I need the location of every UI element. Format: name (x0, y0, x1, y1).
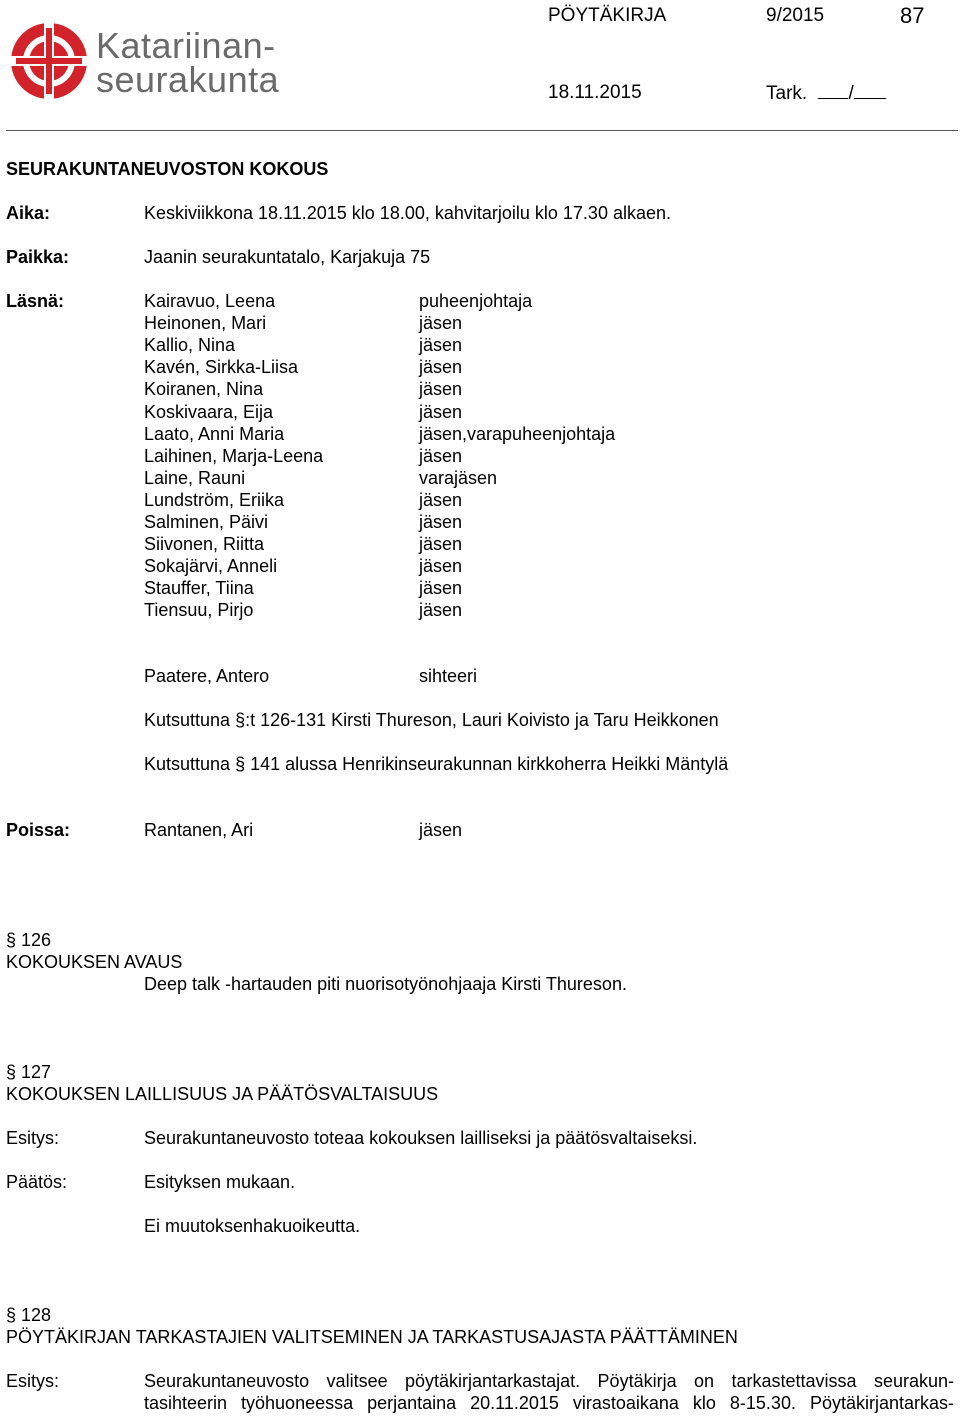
time-value: Keskiviikkona 18.11.2015 klo 18.00, kahvitarjoilu klo 17.30 alkaen. (144, 203, 672, 223)
proposal-line-1: Seurakuntaneuvosto valitsee pöytäkirjantarkastajat. Pöytäkirja on tarkastettavissa seurakun- (144, 1371, 954, 1391)
check-blank-2 (854, 82, 886, 99)
attendee-name: Koskivaara, Eija (144, 402, 274, 422)
logo-text-line1: Katariinan- (96, 25, 276, 66)
time-label: Aika: (6, 203, 51, 223)
header-date: 18.11.2015 (548, 82, 642, 103)
attendee-role: jäsen (419, 578, 463, 598)
place-value: Jaanin seurakuntatalo, Karjakuja 75 (144, 247, 431, 267)
absent-role: jäsen (419, 820, 463, 840)
decision-text: Esityksen mukaan. (144, 1172, 296, 1192)
secretary-role: sihteeri (419, 666, 478, 686)
attendee-name: Heinonen, Mari (144, 313, 267, 333)
check-separator: / (848, 83, 854, 104)
absent-name: Rantanen, Ari (144, 820, 254, 840)
attendee-name: Sokajärvi, Anneli (144, 556, 278, 576)
parish-logo (8, 20, 90, 107)
attendee-name: Kavén, Sirkka-Liisa (144, 357, 299, 377)
attendee-name: Laihinen, Marja-Leena (144, 446, 324, 466)
attendee-name: Tiensuu, Pirjo (144, 600, 254, 620)
attendee-role: jäsen (419, 490, 463, 510)
decision-label: Päätös: (6, 1172, 68, 1192)
attendee-name: Laine, Rauni (144, 468, 246, 488)
attendee-name: Kairavuo, Leena (144, 291, 276, 311)
attendee-role: jäsen,varapuheenjohtaja (419, 424, 616, 444)
proposal-line-2: tasihteerin työhuoneessa perjantaina 20.11.2015 virastoaikana klo 8-15.30. Pöytäkirjantarkas- (144, 1393, 954, 1413)
attendee-role: jäsen (419, 313, 463, 333)
check-label: Tark. (766, 83, 808, 104)
attendee-role: jäsen (419, 446, 463, 466)
attendee-role: jäsen (419, 402, 463, 422)
attendee-role: jäsen (419, 335, 463, 355)
attendee-name: Salminen, Päivi (144, 512, 269, 532)
attendee-name: Lundström, Eriika (144, 490, 285, 510)
attendee-name: Kallio, Nina (144, 335, 236, 355)
place-label: Paikka: (6, 247, 70, 267)
present-label: Läsnä: (6, 291, 65, 311)
check-field (766, 82, 886, 105)
attendee-name: Laato, Anni Maria (144, 424, 285, 444)
attendee-role: puheenjohtaja (419, 291, 533, 311)
page-number: 87 (900, 3, 925, 28)
attendee-role: jäsen (419, 534, 463, 554)
attendee-role: jäsen (419, 512, 463, 532)
doc-type: PÖYTÄKIRJA (548, 5, 667, 26)
cross-emblem-icon (8, 20, 90, 102)
attendee-role: jäsen (419, 357, 463, 377)
doc-number: 9/2015 (766, 5, 825, 26)
attendee-role: jäsen (419, 600, 463, 620)
attendee-name: Koiranen, Nina (144, 379, 264, 399)
check-blank-1 (818, 82, 848, 99)
attendee-role: jäsen (419, 379, 463, 399)
proposal-label: Esitys: (6, 1128, 60, 1148)
logo-text-line2: seurakunta (96, 59, 280, 100)
secretary-name: Paatere, Antero (144, 666, 270, 686)
attendee-role: jäsen (419, 556, 463, 576)
proposal-text: Seurakuntaneuvosto toteaa kokouksen lailliseksi ja päätösvaltaiseksi. (144, 1128, 698, 1148)
header-divider (6, 130, 958, 131)
attendee-name: Siivonen, Riitta (144, 534, 265, 554)
absent-label: Poissa: (6, 820, 71, 840)
attendee-role: varajäsen (419, 468, 498, 488)
proposal-label: Esitys: (6, 1371, 60, 1391)
attendee-name: Stauffer, Tiina (144, 578, 254, 598)
